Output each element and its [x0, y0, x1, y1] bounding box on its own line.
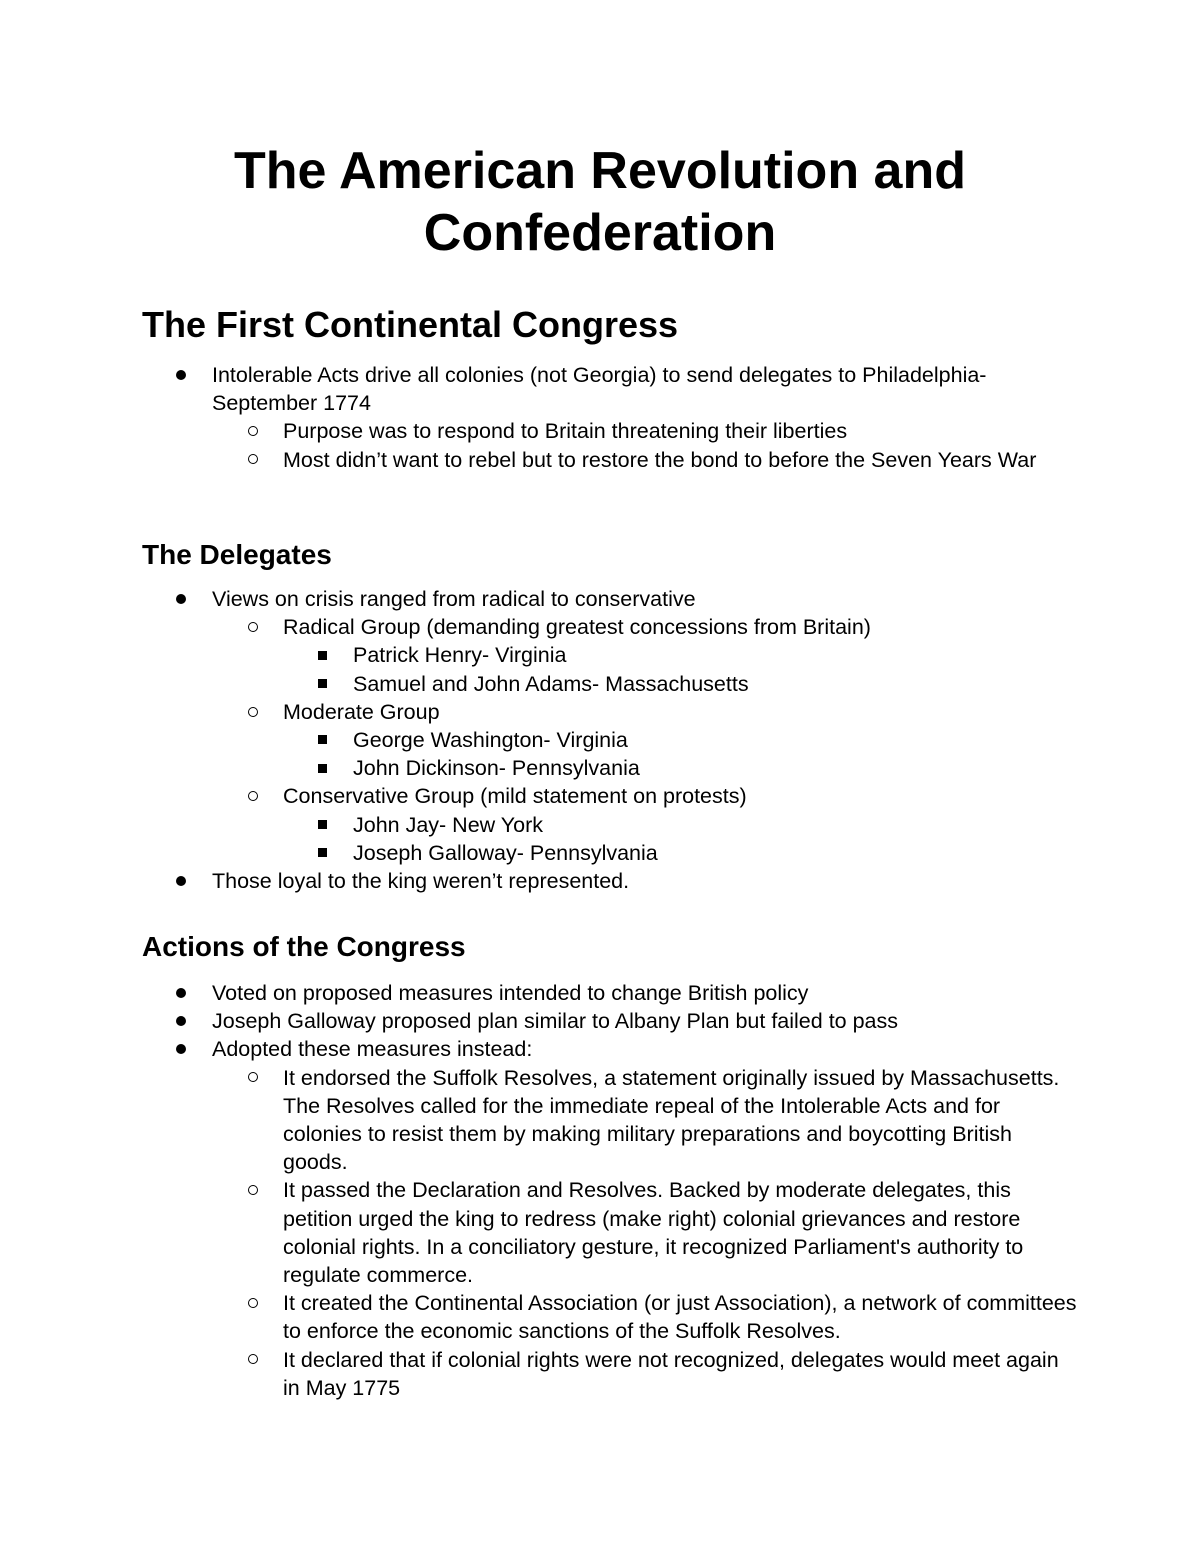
hollow-circle-bullet-icon — [248, 782, 258, 810]
list-item-text: Those loyal to the king weren’t represented. — [212, 869, 630, 894]
list-first-continental-congress — [0, 361, 1200, 474]
square-bullet-icon — [318, 839, 327, 867]
filled-circle-bullet-icon — [176, 361, 186, 389]
list-item — [0, 1346, 1200, 1402]
list-item — [0, 670, 1200, 698]
hollow-circle-bullet-icon — [248, 417, 258, 445]
list-actions-of-congress — [0, 979, 1200, 1402]
list-item — [0, 811, 1200, 839]
list-item-text: It endorsed the Suffolk Resolves, a statement originally issued by Massachusetts. The Resolves called for the immediate repeal of the Intolerable Acts and for colonies to resist them by making military preparations and boycotting British goods. — [283, 1065, 1060, 1175]
filled-circle-bullet-icon — [176, 585, 186, 613]
list-item-text: Joseph Galloway- Pennsylvania — [353, 840, 658, 865]
list-item — [0, 979, 1200, 1007]
list-item — [0, 417, 1200, 445]
title-line-1: The American Revolution and — [234, 142, 966, 200]
list-item — [0, 1176, 1200, 1289]
list-item-text: George Washington- Virginia — [353, 728, 628, 753]
list-item — [0, 641, 1200, 669]
list-item — [0, 726, 1200, 754]
list-item — [0, 754, 1200, 782]
list-item-text: Voted on proposed measures intended to change British policy — [212, 981, 809, 1005]
list-delegates — [0, 585, 1200, 895]
section-heading-delegates: The Delegates — [142, 539, 332, 570]
list-item — [0, 1035, 1200, 1063]
square-bullet-icon — [318, 670, 327, 698]
list-item-text: Intolerable Acts drive all colonies (not Georgia) to send delegates to Philadelphia- September 1774 — [212, 363, 987, 416]
list-item — [0, 782, 1200, 810]
filled-circle-bullet-icon — [176, 1007, 186, 1035]
list-item-text: Purpose was to respond to Britain threatening their liberties — [283, 419, 848, 444]
square-bullet-icon — [318, 641, 327, 669]
list-item — [0, 361, 1200, 417]
title-line-2: Confederation — [423, 204, 777, 262]
section-heading-first-continental-congress: The First Continental Congress — [142, 304, 679, 345]
list-item-text: Conservative Group (mild statement on protests) — [283, 784, 747, 809]
list-item-text: Radical Group (demanding greatest concessions from Britain) — [283, 615, 871, 640]
list-item-text: Adopted these measures instead: — [212, 1037, 533, 1062]
filled-circle-bullet-icon — [176, 867, 186, 895]
filled-circle-bullet-icon — [176, 1035, 186, 1063]
list-item-text: It declared that if colonial rights were not recognized, delegates would meet again in May 1775 — [283, 1347, 1059, 1400]
hollow-circle-bullet-icon — [248, 698, 258, 726]
hollow-circle-bullet-icon — [248, 613, 258, 641]
hollow-circle-bullet-icon — [248, 1289, 258, 1317]
filled-circle-bullet-icon — [176, 979, 186, 1007]
section-heading-actions-of-congress: Actions of the Congress — [142, 931, 466, 962]
hollow-circle-bullet-icon — [248, 446, 258, 474]
hollow-circle-bullet-icon — [248, 1064, 258, 1092]
list-item-text: Joseph Galloway proposed plan similar to Albany Plan but failed to pass — [212, 1009, 899, 1034]
list-item — [0, 585, 1200, 613]
list-item — [0, 1007, 1200, 1035]
hollow-circle-bullet-icon — [248, 1176, 258, 1204]
square-bullet-icon — [318, 754, 327, 782]
list-item-text: It passed the Declaration and Resolves. Backed by moderate delegates, this petition urged the king to redress (make right) colonial grievances and restore colonial rights. In a conciliatory gesture, it recognized Parliament's authority to regulate commerce. — [283, 1178, 1024, 1288]
list-item-text: Moderate Group — [283, 699, 440, 724]
list-item-text: Patrick Henry- Virginia — [353, 643, 567, 668]
list-item — [0, 446, 1200, 474]
list-item-text: Samuel and John Adams- Massachusetts — [353, 671, 749, 696]
hollow-circle-bullet-icon — [248, 1346, 258, 1374]
list-item — [0, 1064, 1200, 1177]
list-item-text: Views on crisis ranged from radical to conservative — [212, 587, 696, 611]
list-item — [0, 867, 1200, 895]
list-item — [0, 839, 1200, 867]
list-item — [0, 613, 1200, 641]
square-bullet-icon — [318, 811, 327, 839]
page-title — [0, 140, 1200, 264]
list-item-text: It created the Continental Association (or just Association), a network of committees to enforce the economic sanctions of the Suffolk Resolves. — [283, 1291, 1077, 1344]
square-bullet-icon — [318, 726, 327, 754]
list-item — [0, 1289, 1200, 1345]
list-item-text: Most didn’t want to rebel but to restore the bond to before the Seven Years War — [283, 447, 1037, 472]
list-item-text: John Dickinson- Pennsylvania — [353, 756, 640, 781]
list-item — [0, 698, 1200, 726]
list-item-text: John Jay- New York — [353, 812, 544, 837]
